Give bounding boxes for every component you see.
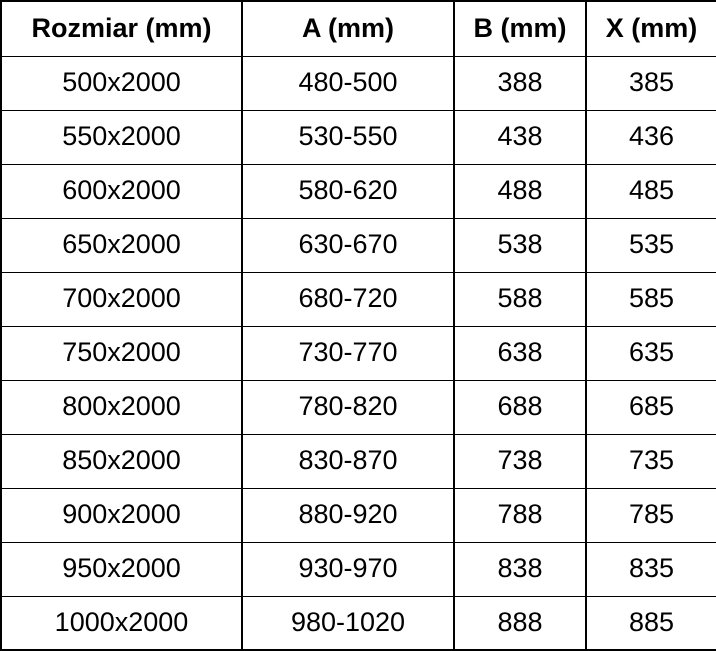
table-cell: 850x2000 xyxy=(1,434,242,488)
table-cell: 738 xyxy=(454,434,586,488)
table-cell: 388 xyxy=(454,56,586,110)
table-row xyxy=(1,542,716,596)
column-header: X (mm) xyxy=(586,1,716,56)
table-cell: 538 xyxy=(454,218,586,272)
table-cell: 900x2000 xyxy=(1,488,242,542)
table-cell: 485 xyxy=(586,164,716,218)
table-row xyxy=(1,272,716,326)
table-row xyxy=(1,380,716,434)
table-cell: 530-550 xyxy=(242,110,454,164)
table-row xyxy=(1,56,716,110)
table-cell: 800x2000 xyxy=(1,380,242,434)
table-cell: 885 xyxy=(586,596,716,650)
table-cell: 650x2000 xyxy=(1,218,242,272)
table-cell: 685 xyxy=(586,380,716,434)
table-cell: 438 xyxy=(454,110,586,164)
table-cell: 700x2000 xyxy=(1,272,242,326)
table-cell: 630-670 xyxy=(242,218,454,272)
table-cell: 585 xyxy=(586,272,716,326)
table-cell: 750x2000 xyxy=(1,326,242,380)
table-row xyxy=(1,596,716,650)
table-cell: 880-920 xyxy=(242,488,454,542)
table-cell: 588 xyxy=(454,272,586,326)
table-body xyxy=(1,56,716,650)
table-cell: 730-770 xyxy=(242,326,454,380)
table-cell: 600x2000 xyxy=(1,164,242,218)
column-header: Rozmiar (mm) xyxy=(1,1,242,56)
table-cell: 488 xyxy=(454,164,586,218)
table-cell: 480-500 xyxy=(242,56,454,110)
table-cell: 1000x2000 xyxy=(1,596,242,650)
column-header: A (mm) xyxy=(242,1,454,56)
table-cell: 680-720 xyxy=(242,272,454,326)
table-cell: 788 xyxy=(454,488,586,542)
table-cell: 500x2000 xyxy=(1,56,242,110)
table-cell: 550x2000 xyxy=(1,110,242,164)
table-cell: 930-970 xyxy=(242,542,454,596)
table-cell: 436 xyxy=(586,110,716,164)
table-cell: 980-1020 xyxy=(242,596,454,650)
table-cell: 888 xyxy=(454,596,586,650)
table-cell: 635 xyxy=(586,326,716,380)
table-row xyxy=(1,164,716,218)
table-cell: 838 xyxy=(454,542,586,596)
table-row xyxy=(1,434,716,488)
table-cell: 785 xyxy=(586,488,716,542)
header-row xyxy=(1,1,716,56)
table-row xyxy=(1,218,716,272)
table-cell: 688 xyxy=(454,380,586,434)
table-cell: 580-620 xyxy=(242,164,454,218)
table-cell: 535 xyxy=(586,218,716,272)
table-cell: 830-870 xyxy=(242,434,454,488)
table-cell: 385 xyxy=(586,56,716,110)
column-header: B (mm) xyxy=(454,1,586,56)
table-row xyxy=(1,326,716,380)
table-cell: 950x2000 xyxy=(1,542,242,596)
table-row xyxy=(1,110,716,164)
table-row xyxy=(1,488,716,542)
table-cell: 735 xyxy=(586,434,716,488)
table-cell: 638 xyxy=(454,326,586,380)
table-cell: 835 xyxy=(586,542,716,596)
table-cell: 780-820 xyxy=(242,380,454,434)
